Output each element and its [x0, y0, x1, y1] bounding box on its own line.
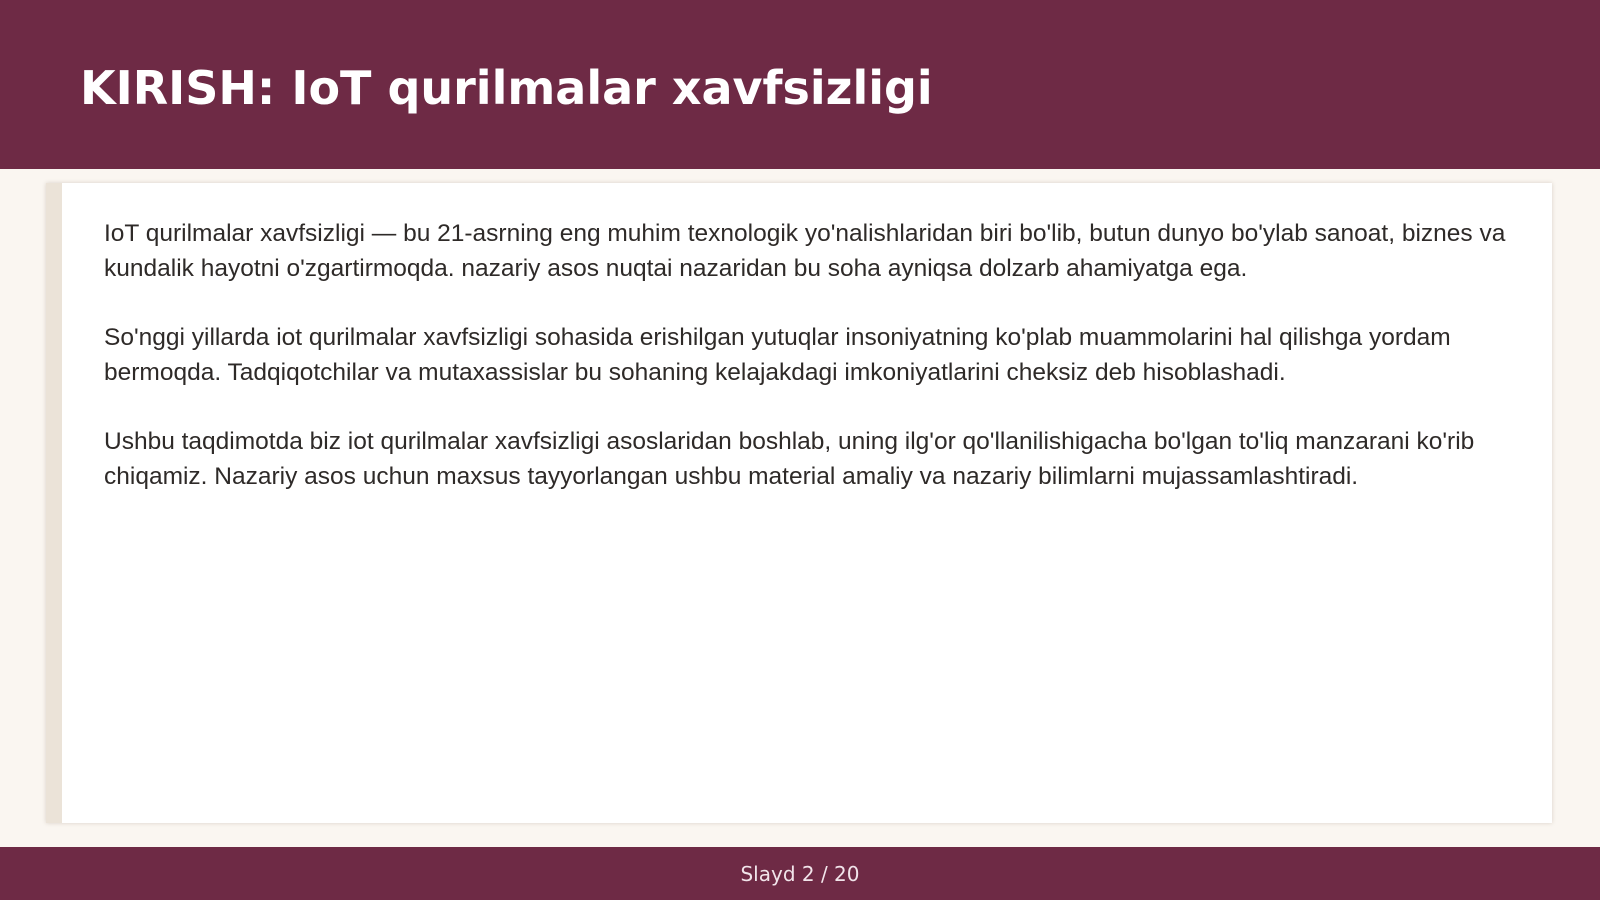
slide-title: KIRISH: IoT qurilmalar xavfsizligi	[80, 61, 933, 115]
paragraph-overview: Ushbu taqdimotda biz iot qurilmalar xavfsizligi asoslaridan boshlab, uning ilg'or qo'llanilishigacha bo'lgan to'liq manzarani ko'rib chiqamiz. Nazariy asos uchun maxsus tayyorlangan ushbu material amaliy va nazariy bilimlarni mujassamlashtiradi.	[104, 428, 1475, 490]
slide-header	[0, 0, 1600, 169]
slide-counter: Slayd 2 / 20	[740, 862, 860, 886]
slide-footer	[0, 847, 1600, 900]
content-card	[46, 183, 1552, 823]
content-body	[104, 216, 1514, 528]
paragraph-intro: IoT qurilmalar xavfsizligi — bu 21-asrning eng muhim texnologik yo'nalishlaridan biri bo'lib, butun dunyo bo'ylab sanoat, biznes va kundalik hayotni o'zgartirmoqda. nazariy asos nuqtai nazaridan bu soha ayniqsa dolzarb ahamiyatga ega.	[104, 220, 1506, 282]
paragraph-progress: So'nggi yillarda iot qurilmalar xavfsizligi sohasida erishilgan yutuqlar insoniyatning ko'plab muammolarini hal qilishga yordam bermoqda. Tadqiqotchilar va mutaxassislar bu sohaning kelajakdagi imkoniyatlarini cheksiz deb hisoblashadi.	[104, 324, 1451, 386]
